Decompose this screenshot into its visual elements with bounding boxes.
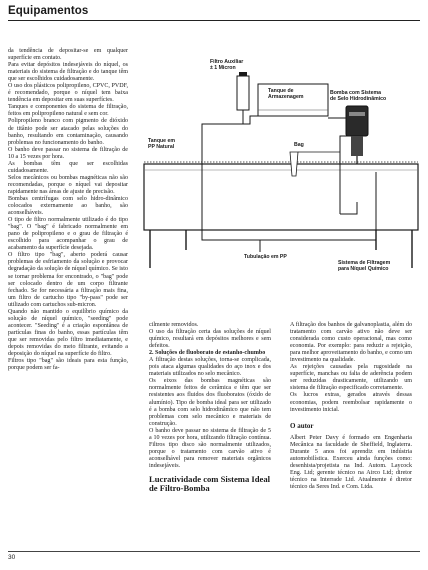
label-pp-tank-line2: PP Natural (148, 144, 175, 150)
label-storage-tank-line1: Tanque de (268, 88, 294, 94)
label-filtration-system (338, 260, 392, 272)
author-bio: Albert Peter Davy é formado em Engenharia Mecânica na faculdade de Sheffield, Inglaterra. Durante 5 anos foi aprendiz em indústria automobilística. Exerceu ainda funções como: desenhista/projetista na Ind. Autom. Laycock Eng. Ltd; gerente técnico na Airco Ltd; diretor técnico na Interrade Ltd. Atualmente é diretor técnico da Seres Ind. e Com. Ltda. (290, 434, 412, 490)
label-pump-line2: de Selo Hidrodinâmico (330, 96, 387, 102)
article-column-2 (149, 322, 271, 496)
header-rule (8, 20, 420, 21)
label-pump-line1: Bomba com Sistema (330, 90, 382, 96)
column-1-text: da tendência de depositar-se em qualquer superfície em contato. Para evitar depósitos indesejáveis do níquel, os materiais do sistema de filtração e do tanque têm que ser escolhidos cuidadosamente. O uso dos plásticos polipropileno, CPVC, PVDF, é recomendado, porque o níquel tem baixa tendência em depositar em suas superfícies. Tanques e componentes do sistema de filtração, feitos em polipropileno natural e sem cor. Polipropileno branco com pigmento de dióxido de titânio pode ser atacado pelas soluções do banho, resultando em contaminação, causando problemas no funcionamento do banho. O banho deve passar no sistema de filtração de 10 a 15 vezes por hora. As bombas têm que ser escolhidas cuidadosamente. Selos mecânicos ou bombas magnéticas não são recomendadas, porque o níquel vai depositar rapidamente nas áreas de ajuste de precisão. Bombas centrífugas com selo hidro-dinâmico colocados externamente ao banho, são aconselháveis. O tipo de filtro normalmente utilizado é do tipo "bag". O "bag" é fabricado normalmente em pano de polipropileno e o grau de filtração é escolhido para acompanhar o grau de acabamento da superfície desejada. O filtro tipo "bag", aberto poderá causar problemas de esfriamento da solução e provocar degradação da solução de níquel químico. Se isto se tornar problema for encontrado, o "bag" pode ser colocado dentro de um corpo filtrante fechado. Se for necessária a filtração mais fina, um filtro de cartucho tipo "by-pass" pode ser utilizado com cartuchos sub-micron. Quando não mantido o equilíbrio químico da solução de níquel químico, "seeding" pode acontecer. "Seeding" é a criação espontânea de partículas finas do banho, essas partículas têm que ser removidas pelo filtro imediatamente, e depois removidas do meio filtrante, evitando a deposição do níquel na superfície do filtro. Filtros tipo "bag" são ideais para esta função, porque podem ser fa- (8, 48, 128, 372)
column-3-text: A filtração dos banhos de galvanoplastia, além do tratamento com carvão ativo não deve ser considerada como custo operacional, mas como economia. Por exemplo: para reduzir a rejeição, para melhor aproveitamento do banho, e como um investimento na qualidade. As rejeições causadas pela rugosidade na superfície, manchas ou falta de aderência podem ser reduzidas drasticamente, utilizando um sistema de filtração especificado corretamente. Os lucros extras, gerados através dessas economias, podem reembolsar rapidamente o investimento inicial. (290, 322, 412, 413)
column-2-text-before: cilmente removidos. O uso da filtração certa das soluções de níquel químico, resultará em depósitos melhores e sem defeitos. (149, 322, 271, 350)
label-storage-tank-line2: Armazenagem (268, 94, 304, 100)
label-bag: Bag (294, 142, 304, 148)
label-pp-tank (148, 138, 176, 150)
label-filtration-system-line1: Sistema de Filtragem (338, 260, 391, 266)
page-number: 30 (8, 554, 16, 561)
page-header (8, 5, 420, 21)
label-pump (330, 90, 386, 102)
section-heading-profitability: Lucratividade com Sistema Ideal de Filtro-Bomba (149, 473, 271, 494)
label-pp-pipe: Tubulação em PP (244, 254, 287, 260)
section-title: Equipamentos (8, 5, 89, 17)
author-heading: O autor (290, 421, 314, 430)
label-auxiliary-filter-line1: Filtro Auxiliar (210, 59, 244, 65)
column-2-text-after: A filtração destas soluções, torna-se complicada, pois ataca algumas qualidades do aço inox e dos materiais utilizados no selo mecânico. Os eixos das bombas magnéticas são normalmente feitos de cerâmica e têm que ser resistentes aos fluidos dos fluoboratos (óxido de alumínio). Tipo de bomba ideal para ser utilizado é a bomba com selo hidrodinâmico que não tem problemas com selo mecânico e materiais de construção. O banho deve passar no sistema de filtração de 5 a 10 vezes por hora, utilizando filtração contínua. Filtros tipo disco são normalmente utilizados, porque o tratamento com carvão ativo é aconselhável para remover materiais orgânicos indesejáveis. (149, 357, 271, 469)
subheading-tin-lead: 2. Soluções de fluoborato de estanho-chumbo (149, 350, 266, 357)
article-column-1 (8, 48, 128, 372)
article-column-3 (290, 322, 412, 491)
filtration-system-diagram (140, 54, 422, 280)
label-auxiliary-filter-line2: ± 1 Micron (210, 65, 236, 71)
label-pp-tank-line1: Tanque em (148, 138, 175, 144)
auxiliary-filter (237, 72, 249, 116)
footer-rule (8, 551, 420, 552)
main-tank (144, 152, 418, 230)
label-auxiliary-filter (210, 59, 245, 71)
label-filtration-system-line2: para Níquel Químico (338, 266, 389, 272)
